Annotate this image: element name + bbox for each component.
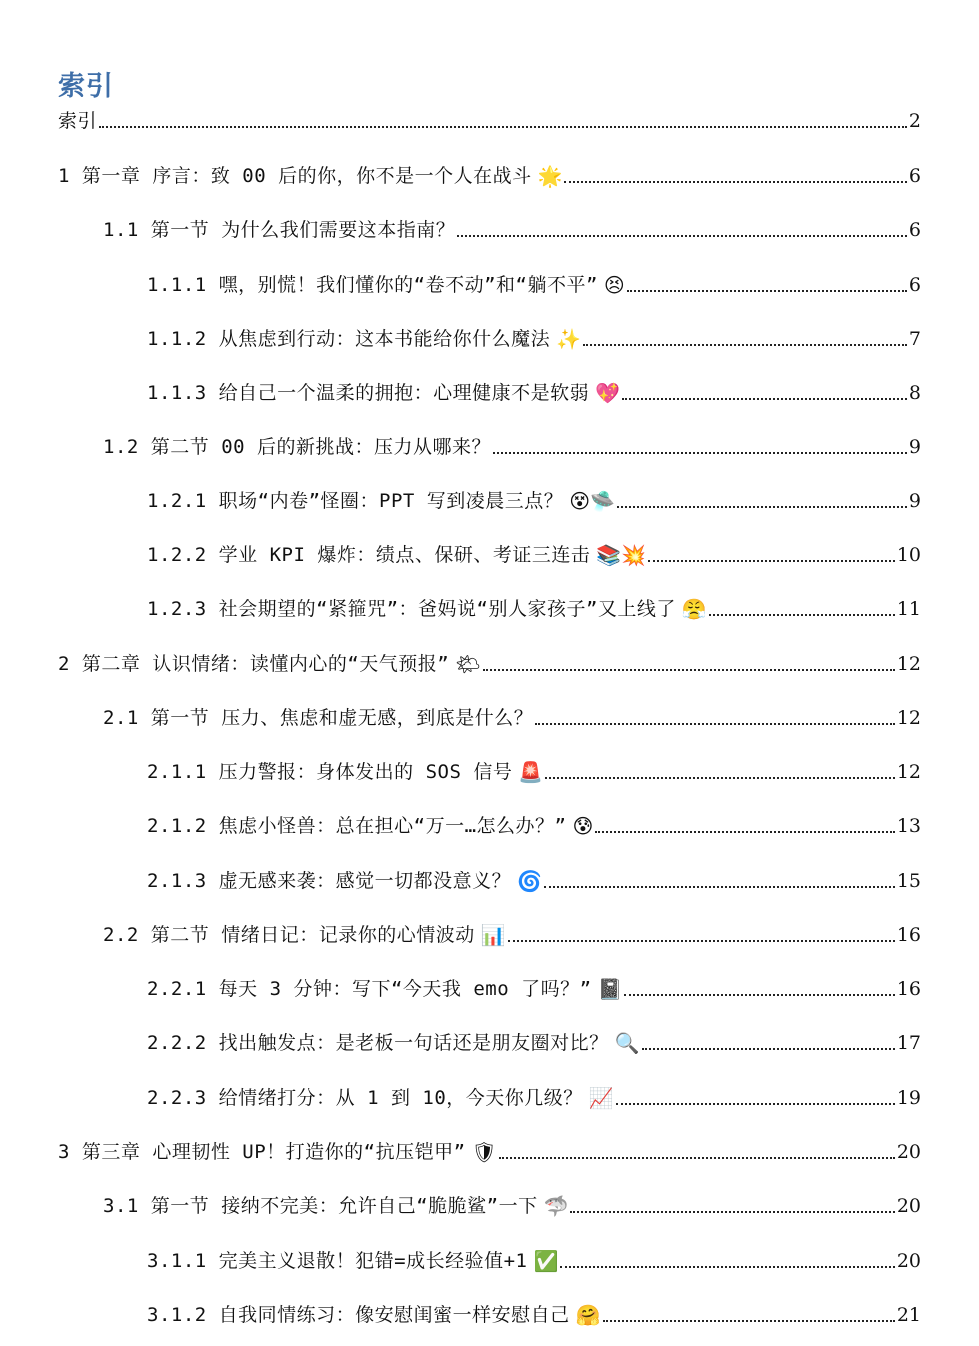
sparkling-heart-icon: 💖: [595, 381, 621, 405]
sparkles-icon: ✨: [556, 327, 582, 351]
toc-entry-title: 1.1.2 从焦虑到行动：这本书能给你什么魔法: [147, 328, 551, 350]
notebook-icon: 📓: [597, 977, 623, 1001]
toc-entry-title: 2.1.1 压力警报：身体发出的 SOS 信号: [147, 761, 513, 783]
dot-leader: [622, 398, 907, 400]
dot-leader: [560, 1266, 894, 1268]
magnifying-glass-icon: 🔍: [614, 1031, 640, 1055]
toc-entry[interactable]: [103, 213, 921, 243]
dot-leader: [99, 126, 907, 128]
toc-page-number: 12: [896, 707, 921, 729]
toc-entry-title: 2.1.3 虚无感来袭：感觉一切都没意义？: [147, 870, 512, 892]
toc-entry-title: 1.2.2 学业 KPI 爆炸：绩点、保研、考证三连击: [147, 544, 591, 566]
toc-entry[interactable]: [147, 268, 921, 298]
toc-entry[interactable]: [147, 484, 921, 514]
toc-entry[interactable]: [147, 864, 921, 894]
dot-leader: [603, 1320, 895, 1322]
toc-entry-title: 3 第三章 心理韧性 UP！打造你的“抗压铠甲”: [58, 1141, 466, 1163]
toc-entry-title: 1.1 第一节 为什么我们需要这本指南？: [103, 219, 456, 241]
toc-entry-title: 1.2 第二节 00 后的新挑战：压力从哪来？: [103, 436, 492, 458]
dot-leader: [493, 452, 907, 454]
toc-page-number: 2: [908, 110, 921, 132]
toc-entry-title: 2 第二章 认识情绪：读懂内心的“天气预报”: [58, 653, 450, 675]
toc-entry-title: 3.1.2 自我同情练习：像安慰闺蜜一样安慰自己: [147, 1304, 570, 1326]
check-mark-icon: ✅: [533, 1249, 559, 1273]
toc-page-number: 20: [896, 1195, 921, 1217]
dot-leader: [564, 181, 906, 183]
siren-icon: 🚨: [518, 760, 544, 784]
toc-page-number: 16: [896, 924, 921, 946]
toc-entry-title: 1.1.3 给自己一个温柔的拥抱：心理健康不是软弱: [147, 382, 590, 404]
books-collision-icon: 📚💥: [596, 543, 647, 567]
dot-leader: [544, 886, 895, 888]
toc-entry[interactable]: [147, 1244, 921, 1274]
dot-leader: [483, 669, 895, 671]
toc-page-number: 16: [896, 978, 921, 1000]
toc-entry-title: 1.2.3 社会期望的“紧箍咒”：爸妈说“别人家孩子”又上线了: [147, 598, 676, 620]
toc-entry-title: 2.2.3 给情绪打分：从 1 到 10，今天你几级？: [147, 1087, 583, 1109]
dot-leader: [627, 290, 907, 292]
toc-page-number: 11: [896, 598, 921, 620]
hugging-face-icon: 🤗: [575, 1303, 601, 1327]
shark-icon: 🦈: [543, 1194, 569, 1218]
chart-increasing-icon: 📈: [588, 1086, 614, 1110]
toc-page-number: 6: [908, 274, 921, 296]
dot-leader: [508, 940, 895, 942]
toc-entry-title: 3.1 第一节 接纳不完美：允许自己“脆脆鲨”一下: [103, 1195, 538, 1217]
toc-page-number: 12: [896, 653, 921, 675]
toc-entry-title: 索引: [58, 110, 98, 132]
toc-page-number: 12: [896, 761, 921, 783]
toc-entry[interactable]: [147, 592, 921, 622]
toc-entry[interactable]: [58, 159, 921, 189]
toc-entry-title: 1.2.1 职场“内卷”怪圈：PPT 写到凌晨三点？: [147, 490, 564, 512]
toc-page-number: 10: [896, 544, 921, 566]
toc-page-number: 20: [896, 1250, 921, 1272]
toc-entry[interactable]: [103, 430, 921, 460]
toc-entry[interactable]: [103, 701, 921, 731]
toc-entry-title: 2.1 第一节 压力、焦虑和虚无感，到底是什么？: [103, 707, 534, 729]
dot-leader: [457, 235, 907, 237]
toc-entry[interactable]: [147, 322, 921, 352]
dot-leader: [583, 344, 907, 346]
toc-entry[interactable]: [147, 1026, 921, 1056]
toc-entry-title: 1 第一章 序言：致 00 后的你，你不是一个人在战斗: [58, 165, 532, 187]
dot-leader: [648, 560, 895, 562]
dizzy-face-ufo-icon: 😵🛸: [569, 489, 616, 513]
toc-entry[interactable]: [147, 1081, 921, 1111]
anxious-face-icon: 😰: [572, 814, 594, 838]
toc-page-number: 8: [908, 382, 921, 404]
cyclone-icon: 🌀: [517, 869, 543, 893]
toc-entry[interactable]: [147, 1298, 921, 1328]
dot-leader: [535, 723, 895, 725]
huffing-face-icon: 😤: [681, 597, 707, 621]
dot-leader: [616, 1103, 895, 1105]
toc-page-number: 17: [896, 1032, 921, 1054]
dot-leader: [709, 614, 895, 616]
toc-entry-title: 2.1.2 焦虑小怪兽：总在担心“万一…怎么办？”: [147, 815, 567, 837]
glowing-star-icon: 🌟: [537, 164, 563, 188]
dot-leader: [642, 1048, 895, 1050]
toc-page-number: 21: [896, 1304, 921, 1326]
toc-entry[interactable]: [103, 1189, 921, 1219]
bar-chart-icon: 📊: [480, 923, 506, 947]
dot-leader: [617, 506, 907, 508]
toc-page-number: 9: [908, 490, 921, 512]
toc-entry-title: 2.2.1 每天 3 分钟：写下“今天我 emo 了吗？”: [147, 978, 592, 1000]
toc-entry[interactable]: [58, 1135, 921, 1165]
toc-entry[interactable]: [147, 809, 921, 839]
toc-entry-title: 2.2 第二节 情绪日记：记录你的心情波动: [103, 924, 475, 946]
toc-page-number: 6: [908, 219, 921, 241]
toc-entry[interactable]: [103, 918, 921, 948]
toc-entry[interactable]: [58, 647, 921, 677]
dot-leader: [545, 777, 895, 779]
dot-leader: [595, 831, 895, 833]
page-title: 索引: [58, 71, 114, 102]
dot-leader: [499, 1157, 895, 1159]
toc-entry-title: 1.1.1 嘿，别慌！我们懂你的“卷不动”和“躺不平”: [147, 274, 598, 296]
toc-entry[interactable]: [147, 755, 921, 785]
toc-entry[interactable]: [58, 104, 921, 134]
sun-behind-cloud-icon: 🌤: [455, 652, 481, 676]
toc-page-number: 13: [896, 815, 921, 837]
toc-page-number: 15: [896, 870, 921, 892]
toc-entry-title: 3.1.1 完美主义退散！犯错=成长经验值+1: [147, 1250, 528, 1272]
shield-icon: 🛡: [471, 1140, 497, 1164]
toc-page-number: 20: [896, 1141, 921, 1163]
toc-page-number: 9: [908, 436, 921, 458]
toc-entry[interactable]: [147, 538, 921, 568]
toc-entry-title: 2.2.2 找出触发点：是老板一句话还是朋友圈对比？: [147, 1032, 609, 1054]
dot-leader: [570, 1211, 894, 1213]
persevering-face-icon: 😣: [603, 273, 625, 297]
dot-leader: [624, 994, 894, 996]
toc-page-number: 7: [908, 328, 921, 350]
toc-entry[interactable]: [147, 972, 921, 1002]
toc-page-number: 19: [896, 1087, 921, 1109]
toc-entry[interactable]: [147, 376, 921, 406]
toc-page-number: 6: [908, 165, 921, 187]
